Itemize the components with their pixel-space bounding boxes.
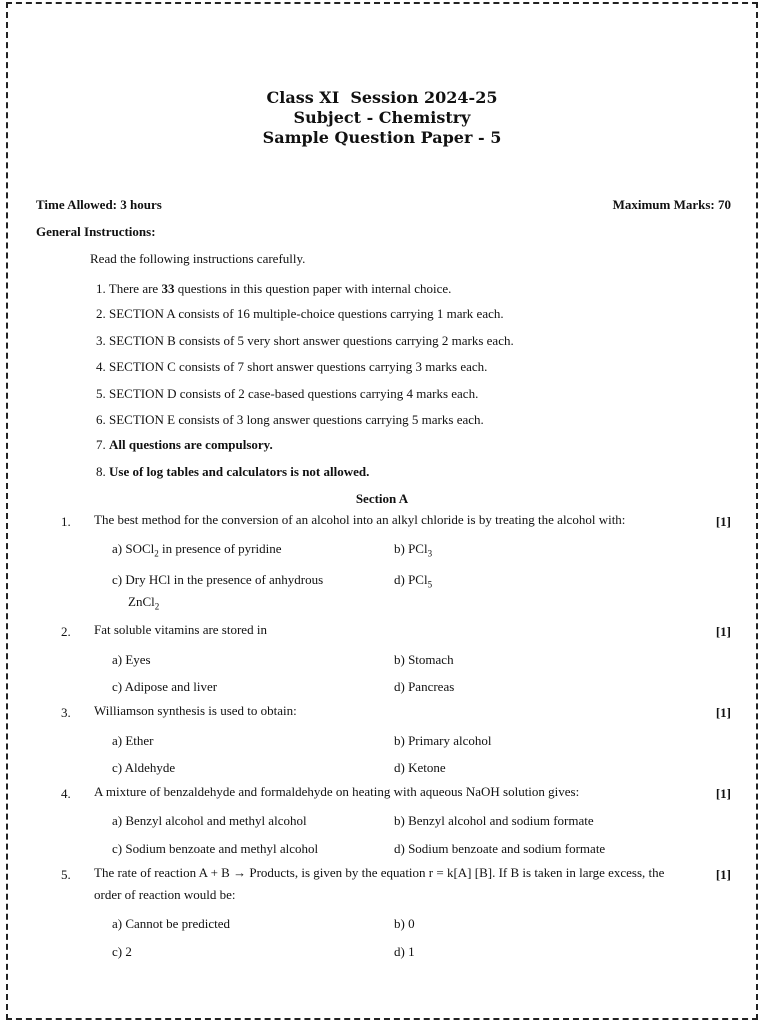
paper-meta xyxy=(36,197,731,213)
instruction-item: 6. SECTION E consists of 3 long answer questions carrying 5 marks each. xyxy=(96,412,484,427)
question-number: 1. xyxy=(61,514,71,529)
option-a: a) SOCl$_2$ in presence of pyridine xyxy=(112,541,282,559)
question-number: 4. xyxy=(61,786,71,801)
question-text: The best method for the conversion of an alcohol into an alkyl chloride is by treating the alcohol with: xyxy=(94,512,626,527)
paper-title: Sample Question Paper - 5 xyxy=(262,128,502,147)
option-d: d) PCl$_5$ xyxy=(394,572,433,590)
instruction-item: 8. Use of log tables and calculators is not allowed. xyxy=(96,464,370,479)
instruction-item: 5. SECTION D consists of 2 case-based questions carrying 4 marks each. xyxy=(96,386,479,401)
option-d: d) 1 xyxy=(394,944,415,959)
section-a-heading: Section A xyxy=(355,491,409,506)
question-text: Fat soluble vitamins are stored in xyxy=(94,622,267,637)
option-a: a) Benzyl alcohol and methyl alcohol xyxy=(112,813,307,828)
option-d: d) Sodium benzoate and sodium formate xyxy=(394,841,606,856)
instruction-item: 3. SECTION B consists of 5 very short answer questions carrying 2 marks each. xyxy=(96,333,514,348)
instruction-item: 1. There are 33 questions in this question paper with internal choice. xyxy=(96,281,452,296)
instruction-item: 2. SECTION A consists of 16 multiple-choice questions carrying 1 mark each. xyxy=(96,306,504,321)
option-a: a) Eyes xyxy=(112,652,151,667)
paper-header xyxy=(8,88,756,148)
question-text: Williamson synthesis is used to obtain: xyxy=(94,703,297,718)
read-instructions-note: Read the following instructions carefully. xyxy=(90,251,306,266)
question-number: 5. xyxy=(61,867,71,882)
option-c: c) Aldehyde xyxy=(112,760,176,775)
question-marks: [1] xyxy=(715,624,731,639)
maximum-marks: Maximum Marks: 70 xyxy=(612,197,731,212)
option-b: b) Benzyl alcohol and sodium formate xyxy=(394,813,594,828)
option-c: c) Dry HCl in the presence of anhydrous ZnCl$_2$ xyxy=(112,572,324,612)
general-instructions-heading: General Instructions: xyxy=(36,224,156,239)
option-b: b) PCl$_3$ xyxy=(394,541,433,559)
question-text: A mixture of benzaldehyde and formaldehyde on heating with aqueous NaOH solution gives: xyxy=(94,784,580,799)
subject: Subject - Chemistry xyxy=(293,108,471,127)
option-b: b) Primary alcohol xyxy=(394,733,492,748)
instruction-item: 7. All questions are compulsory. xyxy=(96,437,273,452)
instruction-item: 4. SECTION C consists of 7 short answer questions carrying 3 marks each. xyxy=(96,359,488,374)
question-marks: [1] xyxy=(715,705,731,720)
question-marks: [1] xyxy=(715,786,731,801)
option-d: d) Pancreas xyxy=(394,679,455,694)
option-c: c) Adipose and liver xyxy=(112,679,218,694)
option-b: b) 0 xyxy=(394,916,415,931)
option-a: a) Ether xyxy=(112,733,154,748)
question-text: The rate of reaction A + B → Products, is given by the equation r = k[A] [B]. If B is taken in large excess, the order of reaction would be: xyxy=(94,865,665,902)
question-paper-page xyxy=(6,2,758,1020)
question-marks: [1] xyxy=(715,867,731,882)
question-marks: [1] xyxy=(715,514,731,529)
time-allowed: Time Allowed: 3 hours xyxy=(36,197,162,212)
class-session: Class XI Session 2024-25 xyxy=(266,88,498,107)
question-number: 2. xyxy=(61,624,71,639)
option-b: b) Stomach xyxy=(394,652,454,667)
option-c: c) 2 xyxy=(112,944,132,959)
question-number: 3. xyxy=(61,705,71,720)
option-d: d) Ketone xyxy=(394,760,446,775)
option-c: c) Sodium benzoate and methyl alcohol xyxy=(112,841,319,856)
option-a: a) Cannot be predicted xyxy=(112,916,231,931)
